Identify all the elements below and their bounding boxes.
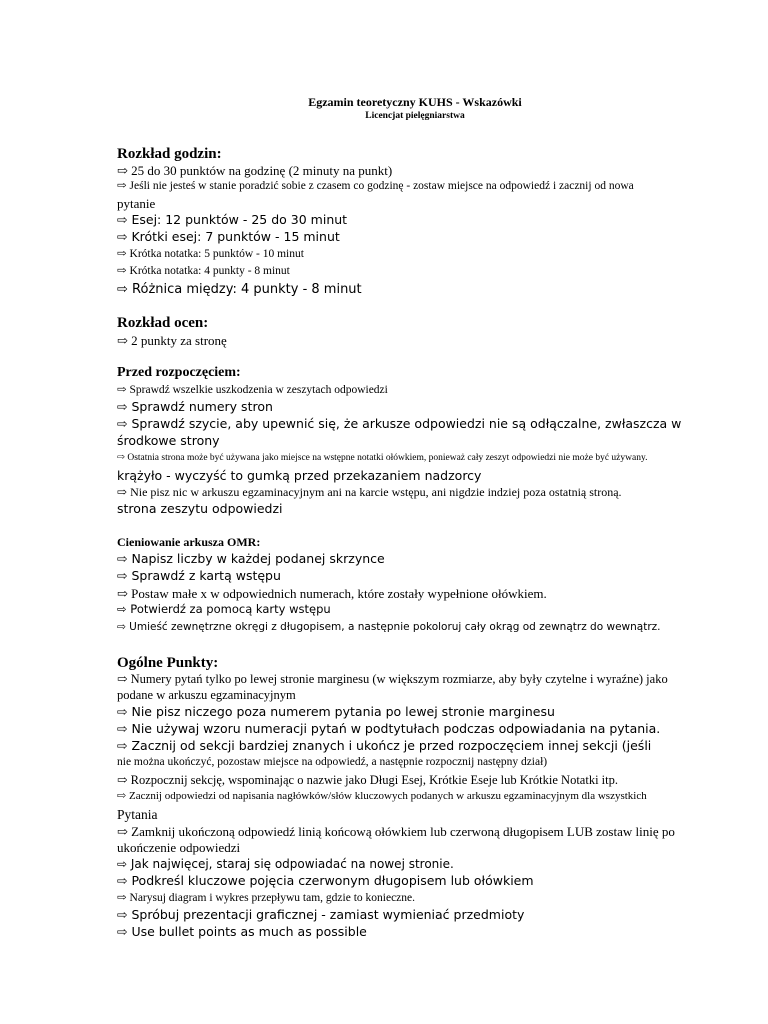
list-item: ⇨ 2 punkty za stronę (117, 333, 227, 348)
list-item: ⇨ Zacznij odpowiedzi od napisania nagłówków/słów kluczowych podanych w arkuszu egzaminacyjnym dla wszystkich (117, 790, 647, 802)
list-item: ⇨ Esej: 12 punktów - 25 do 30 minut (117, 212, 348, 227)
list-item: ⇨ Ostatnia strona może być używana jako miejsce na wstępne notatki ołówkiem, ponieważ cały zeszyt odpowiedzi nie może być używany. (117, 453, 648, 463)
list-item-continuation: pytanie (117, 196, 156, 211)
list-item: ⇨ Nie pisz nic w arkuszu egzaminacyjnym ani na karcie wstępu, ani nigdzie indziej poza ostatnią stroną. (117, 485, 622, 499)
arrow-right-icon: ⇨ (117, 873, 128, 888)
arrow-right-icon: ⇨ (117, 824, 128, 839)
list-item: ⇨ Sprawdź szycie, aby upewnić się, że arkusze odpowiedzi nie są odłączalne, zwłaszcza w (117, 416, 682, 431)
arrow-right-icon: ⇨ (117, 265, 127, 277)
arrow-right-icon: ⇨ (117, 704, 128, 719)
list-item: ⇨ Use bullet points as much as possible (117, 924, 367, 939)
section-heading: Cieniowanie arkusza OMR: (117, 535, 261, 549)
arrow-right-icon: ⇨ (117, 212, 128, 227)
arrow-right-icon: ⇨ (117, 384, 127, 396)
arrow-right-icon: ⇨ (117, 602, 127, 616)
arrow-right-icon: ⇨ (117, 924, 128, 939)
arrow-right-icon: ⇨ (117, 568, 128, 583)
list-item-continuation: strona zeszytu odpowiedzi (117, 501, 283, 516)
arrow-right-icon: ⇨ (117, 399, 128, 414)
list-item: ⇨ Zamknij ukończoną odpowiedź linią końcową ołówkiem lub czerwoną długopisem LUB zostaw linię po (117, 824, 675, 839)
list-item: ⇨ Sprawdź numery stron (117, 399, 273, 414)
list-item-continuation: krążyło - wyczyść to gumką przed przekazaniem nadzorcy (117, 468, 482, 483)
arrow-right-icon: ⇨ (117, 621, 126, 633)
arrow-right-icon: ⇨ (117, 416, 128, 431)
list-item: ⇨ Sprawdź wszelkie uszkodzenia w zeszytach odpowiedzi (117, 384, 388, 396)
arrow-right-icon: ⇨ (117, 773, 128, 787)
list-item: ⇨ Spróbuj prezentacji graficznej - zamiast wymieniać przedmioty (117, 907, 525, 922)
section-heading: Ogólne Punkty: (117, 655, 219, 671)
arrow-right-icon: ⇨ (117, 907, 128, 922)
section-heading: Rozkład godzin: (117, 146, 222, 162)
arrow-right-icon: ⇨ (117, 721, 128, 736)
list-item: ⇨ Krótka notatka: 4 punkty - 8 minut (117, 265, 290, 277)
list-item: ⇨ Zacznij od sekcji bardziej znanych i ukończ je przed rozpoczęciem innej sekcji (jeśli (117, 738, 652, 753)
arrow-right-icon: ⇨ (117, 180, 127, 192)
arrow-right-icon: ⇨ (117, 672, 128, 686)
list-item: ⇨ Narysuj diagram i wykres przepływu tam, gdzie to konieczne. (117, 892, 416, 904)
list-item: ⇨ Nie pisz niczego poza numerem pytania po lewej stronie marginesu (117, 704, 555, 719)
arrow-right-icon: ⇨ (117, 551, 128, 566)
arrow-right-icon: ⇨ (117, 857, 128, 871)
list-item: ⇨ Podkreśl kluczowe pojęcia czerwonym długopisem lub ołówkiem (117, 873, 534, 888)
list-item: ⇨ Numery pytań tylko po lewej stronie marginesu (w większym rozmiarze, aby były czytelne i wyraźne) jako (117, 672, 668, 686)
list-item: ⇨ Rozpocznij sekcję, wspominając o nazwie jako Długi Esej, Krótkie Eseje lub Krótkie Notatki itp. (117, 773, 618, 787)
section-heading: Przed rozpoczęciem: (117, 365, 241, 380)
section-heading: Rozkład ocen: (117, 315, 209, 331)
list-item: ⇨ Napisz liczby w każdej podanej skrzynce (117, 551, 385, 566)
list-item: ⇨ Różnica między: 4 punkty - 8 minut (117, 282, 362, 297)
arrow-right-icon: ⇨ (117, 892, 127, 904)
arrow-right-icon: ⇨ (117, 453, 125, 463)
list-item-continuation: nie można ukończyć, pozostaw miejsce na odpowiedź, a następnie rozpocznij następny dział) (117, 756, 548, 768)
list-item-continuation: ukończenie odpowiedzi (117, 840, 241, 855)
list-item: ⇨ 25 do 30 punktów na godzinę (2 minuty na punkt) (117, 163, 393, 178)
list-item: ⇨ Jeśli nie jesteś w stanie poradzić sobie z czasem co godzinę - zostaw miejsce na odpowiedź i zacznij od nowa (117, 180, 634, 192)
arrow-right-icon: ⇨ (117, 163, 128, 178)
list-item: ⇨ Krótka notatka: 5 punktów - 10 minut (117, 248, 304, 260)
list-item-continuation: Pytania (117, 807, 158, 822)
arrow-right-icon: ⇨ (117, 586, 128, 601)
document-subtitle: Licencjat pielęgniarstwa (365, 111, 465, 121)
list-item: ⇨ Jak najwięcej, staraj się odpowiadać na nowej stronie. (117, 857, 454, 871)
arrow-right-icon: ⇨ (117, 248, 127, 260)
arrow-right-icon: ⇨ (117, 485, 128, 499)
arrow-right-icon: ⇨ (117, 333, 128, 348)
arrow-right-icon: ⇨ (117, 282, 128, 297)
list-item: ⇨ Postaw małe x w odpowiednich numerach, które zostały wypełnione ołówkiem. (117, 586, 547, 601)
list-item: ⇨ Nie używaj wzoru numeracji pytań w podtytułach podczas odpowiadania na pytania. (117, 721, 661, 736)
list-item-continuation: środkowe strony (117, 433, 220, 448)
list-item-continuation: podane w arkuszu egzaminacyjnym (117, 688, 296, 702)
arrow-right-icon: ⇨ (117, 738, 128, 753)
list-item: ⇨ Krótki esej: 7 punktów - 15 minut (117, 229, 340, 244)
list-item: ⇨ Umieść zewnętrzne okręgi z długopisem, a następnie pokoloruj cały okrąg od zewnątrz do wewnątrz. (117, 621, 661, 633)
arrow-right-icon: ⇨ (117, 790, 127, 802)
list-item: ⇨ Sprawdź z kartą wstępu (117, 568, 281, 583)
document-title: Egzamin teoretyczny KUHS - Wskazówki (308, 95, 522, 109)
list-item: ⇨ Potwierdź za pomocą karty wstępu (117, 602, 331, 616)
arrow-right-icon: ⇨ (117, 229, 128, 244)
